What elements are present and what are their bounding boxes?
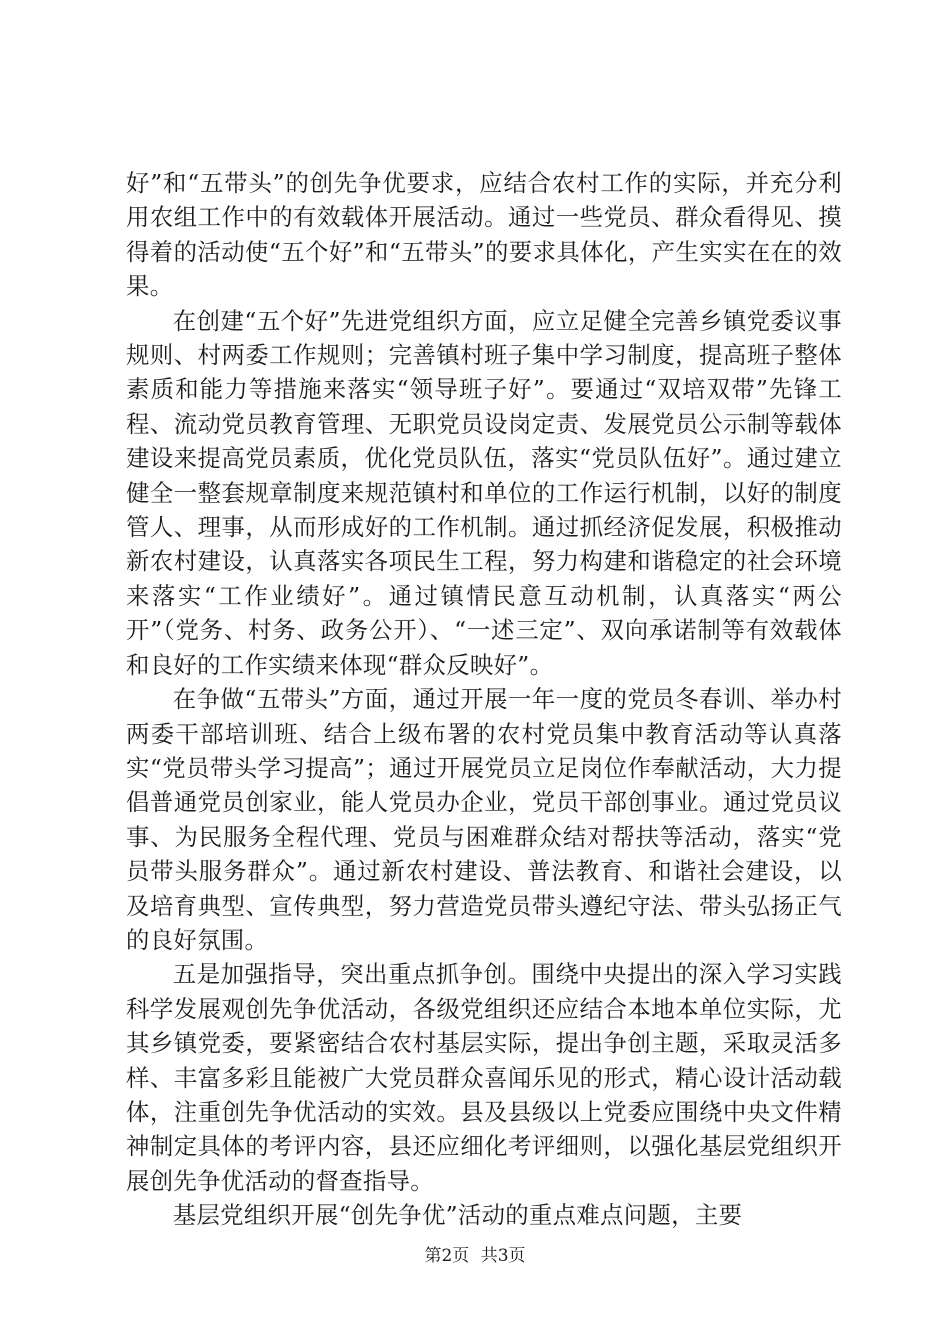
paragraph-1: 好”和“五带头”的创先争优要求，应结合农村工作的实际，并充分利用农组工作中的有效载体开展活动。通过一些党员、群众看得见、摸得着的活动使“五个好”和“五带头”的要求具体化，产生实实在在的效果。 [126,169,842,301]
page-total: 共3页 [480,1246,526,1266]
paragraph-5: 基层党组织开展“创先争优”活动的重点难点问题，主要 [172,1201,743,1230]
paragraph-3: 在争做“五带头”方面，通过开展一年一度的党员冬春训、举办村两委干部培训班、结合上级布署的农村党员集中教育活动等认真落实“党员带头学习提高”；通过开展党员立足岗位作奉献活动，大力提倡普通党员创家业，能人党员办企业，党员干部创事业。通过党员议事、为民服务全程代理、党员与困难群众结对帮扶等活动，落实“党员带头服务群众”。通过新农村建设、普法教育、和谐社会建设，以及培育典型、宣传典型，努力营造党员带头遵纪守法、带头弘扬正气的良好氛围。 [126,685,842,954]
paragraph-4: 五是加强指导，突出重点抓争创。围绕中央提出的深入学习实践科学发展观创先争优活动，各级党组织还应结合本地本单位实际，尤其乡镇党委，要紧密结合农村基层实际，提出争创主题，采取灵活多样、丰富多彩且能被广大党员群众喜闻乐见的形式，精心设计活动载体，注重创先争优活动的实效。县及县级以上党委应围绕中央文件精神制定具体的考评内容，县还应细化考评细则，以强化基层党组织开展创先争优活动的督查指导。 [126,960,842,1195]
paragraph-2: 在创建“五个好”先进党组织方面，应立足健全完善乡镇党委议事规则、村两委工作规则；完善镇村班子集中学习制度，提高班子整体素质和能力等措施来落实“领导班子好”。要通过“双培双带”先锋工程、流动党员教育管理、无职党员设岗定责、发展党员公示制等载体建设来提高党员素质，优化党员队伍，落实“党员队伍好”。通过建立健全一整套规章制度来规范镇村和单位的工作运行机制，以好的制度管人、理事，从而形成好的工作机制。通过抓经济促发展，积极推动新农村建设，认真落实各项民生工程，努力构建和谐稳定的社会环境来落实“工作业绩好”。通过镇情民意互动机制，认真落实“两公开”（党务、村务、政务公开）、“一述三定”、双向承诺制等有效载体和良好的工作实绩来体现“群众反映好”。 [126,306,842,679]
page-number: 第2页 [424,1246,470,1266]
document-body [126,166,842,1233]
page-footer [0,1245,950,1267]
